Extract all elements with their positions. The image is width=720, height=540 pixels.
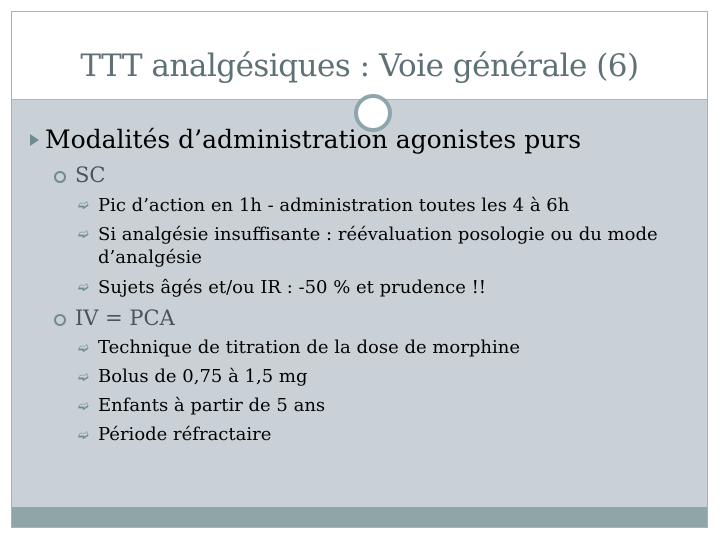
slide-title: TTT analgésiques : Voie générale (6) [80, 48, 639, 84]
circle-bullet-icon [54, 314, 66, 326]
list-item: Si analgésie insuffisante : réévaluation posologie ou du mode [98, 224, 658, 245]
section-heading-sc: SC [75, 163, 106, 187]
list-item: Enfants à partir de 5 ans [98, 395, 326, 416]
section-heading-iv-pca: IV = PCA [75, 306, 175, 330]
arrow-bullet-icon: ➫ [78, 399, 89, 414]
arrow-bullet-icon: ➫ [78, 370, 89, 385]
list-item: Technique de titration de la dose de morphine [98, 337, 520, 358]
list-item: Pic d’action en 1h - administration toutes les 4 à 6h [98, 195, 570, 216]
arrow-bullet-icon: ➫ [78, 198, 89, 213]
arrow-bullet-icon: ➫ [78, 428, 89, 443]
level1-bullet-icon [30, 134, 39, 146]
list-item: Bolus de 0,75 à 1,5 mg [98, 366, 308, 387]
list-item-continuation: d’analgésie [98, 247, 202, 268]
circle-bullet-icon [54, 171, 66, 183]
arrow-bullet-icon: ➫ [78, 341, 89, 356]
list-item: Période réfractaire [98, 424, 272, 445]
level1-heading: Modalités d’administration agonistes purs [45, 125, 582, 154]
arrow-bullet-icon: ➫ [78, 227, 89, 242]
arrow-bullet-icon: ➫ [78, 280, 89, 295]
list-item: Sujets âgés et/ou IR : -50 % et prudence !! [98, 277, 487, 298]
